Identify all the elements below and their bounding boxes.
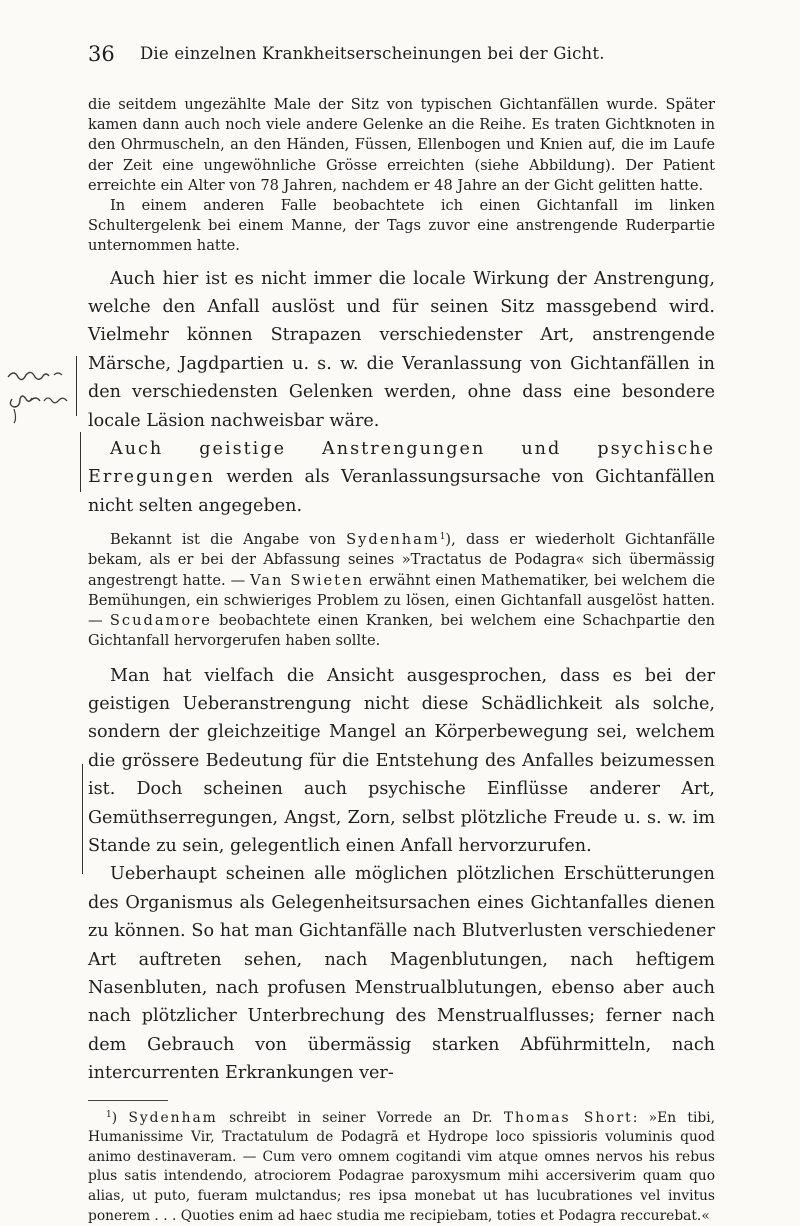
running-title: Die einzelnen Krankheitserscheinungen bei der Gicht. xyxy=(140,44,605,63)
author-name: Scudamore xyxy=(109,612,212,630)
paragraph: Ueberhaupt scheinen alle möglichen plötzlichen Erschütterungen des Organismus als Gelegenheitsursachen eines Gichtanfalles dienen zu können. So hat man Gichtanfälle nach Blutverlusten verschiedener Art auftreten sehen, nach Magenblutungen, nach heftigem Nasenbluten, nach profusen Menstrualblutungen, ebenso aber auch nach plötzlicher Unterbrechung des Menstrualflusses; ferner nach dem Gebrauch von übermässig starken Abführmitteln, nach intercurrenten Erkrankungen ver- xyxy=(88,864,715,1084)
page-header xyxy=(88,42,742,72)
paragraph: Auch hier ist es nicht immer die locale Wirkung der Anstrengung, welche den Anfall auslöst und für seinen Sitz massgebend wird. Vielmehr können Strapazen verschiedenster Art, anstrengende Märsche, Jagdpartien u. s. w. die Veranlassung von Gichtanfällen in den verschiedensten Gelenken werden, ohne dass eine besondere locale Läsion nachweisbar wäre. xyxy=(88,268,715,431)
page-number: 36 xyxy=(88,42,115,66)
margin-bracket xyxy=(76,356,77,416)
paragraph xyxy=(88,435,715,520)
footnote xyxy=(88,1109,715,1226)
paragraph: die seitdem ungezählte Male der Sitz von typischen Gichtanfällen wurde. Später kamen dann auch noch viele andere Gelenke an die Reihe. Es traten Gichtknoten in den Ohrmuscheln, an den Händen, Füssen, Ellenbogen und Knien auf, die im Laufe der Zeit eine ungewöhnliche Grösse erreichten (siehe Abbildung). Der Patient erreichte ein Alter von 78 Jahren, nachdem er 48 Jahre an der Gicht gelitten hatte. xyxy=(88,96,715,194)
paragraph: In einem anderen Falle beobachtete ich einen Gichtanfall im linken Schultergelenk bei einem Manne, der Tags zuvor eine anstrengende Ruderpartie unternommen hatte. xyxy=(88,197,715,255)
footnote-text: $^1$) Sydenham schreibt in seiner Vorrede an Dr. Thomas Short: »En tibi, Humanissime Vir, Tractatulum de Podagrā et Hydrope loco spissioris voluminis quod animo destinaveram. — Cum vero omnem cogitandi vim atque omnes nervos his rebus plus satis intendendo, atrociorem Podagrae paroxysmum mihi accersiverim quam quo alias, ut puto, fueram mulctandus; res ipsa monebat ut has lucubrationes vel invitus ponerem . . . Quoties enim ad haec studia me recipiebam, toties et Podagra reccurebat.« xyxy=(88,1109,715,1224)
spaced-emphasis: Auch geistige Anstrengungen und psychische Erregungen xyxy=(88,439,715,488)
author-name: Thomas Short xyxy=(503,1109,633,1126)
author-name: Sydenham xyxy=(128,1109,218,1126)
footnote-divider xyxy=(88,1100,168,1101)
paragraph-text: ), dass er wiederholt Gichtanfälle bekam, als er bei der Abfassung seines »Tractatus de Podagra« sich übermässig angestrengt hatte. — xyxy=(88,531,715,589)
page-body xyxy=(88,95,715,1226)
footnote-mark: 1 xyxy=(106,1109,112,1120)
paragraph xyxy=(88,530,715,651)
handwritten-margin-note xyxy=(4,365,74,425)
paragraph-text: erwähnt einen Mathematiker, bei welchem die Bemühungen, ein schwieriges Problem zu lösen, einen Gichtanfall ausgelöst hatten. — xyxy=(88,571,715,630)
paragraph-text: beobachtete einen Kranken, bei welchem eine Schachpartie den Gichtanfall hervorgerufen haben sollte. xyxy=(88,612,716,650)
paragraph-text: Bekannt ist die Angabe von xyxy=(110,531,347,549)
paragraph-text: werden als Veranlassungsursache von Gichtanfällen nicht selten angegeben. xyxy=(88,467,715,516)
author-name: Van Swieten xyxy=(250,571,365,589)
footnote-text-part: schreibt in seiner Vorrede an Dr. xyxy=(217,1109,504,1126)
paragraph: Man hat vielfach die Ansicht ausgesprochen, dass es bei der geistigen Ueberanstrengung nicht diese Schädlichkeit als solche, sondern der gleichzeitige Mangel an Körperbewegung sei, welchem die grössere Bedeutung für die Entstehung des Anfalles beizumessen ist. Doch scheinen auch psychische Einflüsse anderer Art, Gemüthserregungen, Angst, Zorn, selbst plötzliche Freude u. s. w. im Stande zu sein, gelegentlich einen Anfall hervorzurufen. xyxy=(88,665,715,856)
margin-bracket xyxy=(82,764,83,874)
footnote-reference[interactable]: 1 xyxy=(439,532,446,543)
footnote-text-part: : »En tibi, Humanissime Vir, Tractatulum de Podagrā et Hydrope loco spissioris voluminis quod animo destinaveram. — Cum vero omnem cogitandi vim atque omnes nervos his rebus plus satis intendendo, atrociorem Podagrae paroxysmum mihi accersiverim quam quo alias, ut puto, fueram mulctandus; res ipsa monebat ut has lucubrationes vel invitus ponerem . . . Quoties enim ad haec studia me recipiebam, toties et Podagra reccurebat.« xyxy=(88,1109,715,1224)
margin-bracket xyxy=(80,432,81,492)
author-name: Sydenham xyxy=(346,531,440,549)
